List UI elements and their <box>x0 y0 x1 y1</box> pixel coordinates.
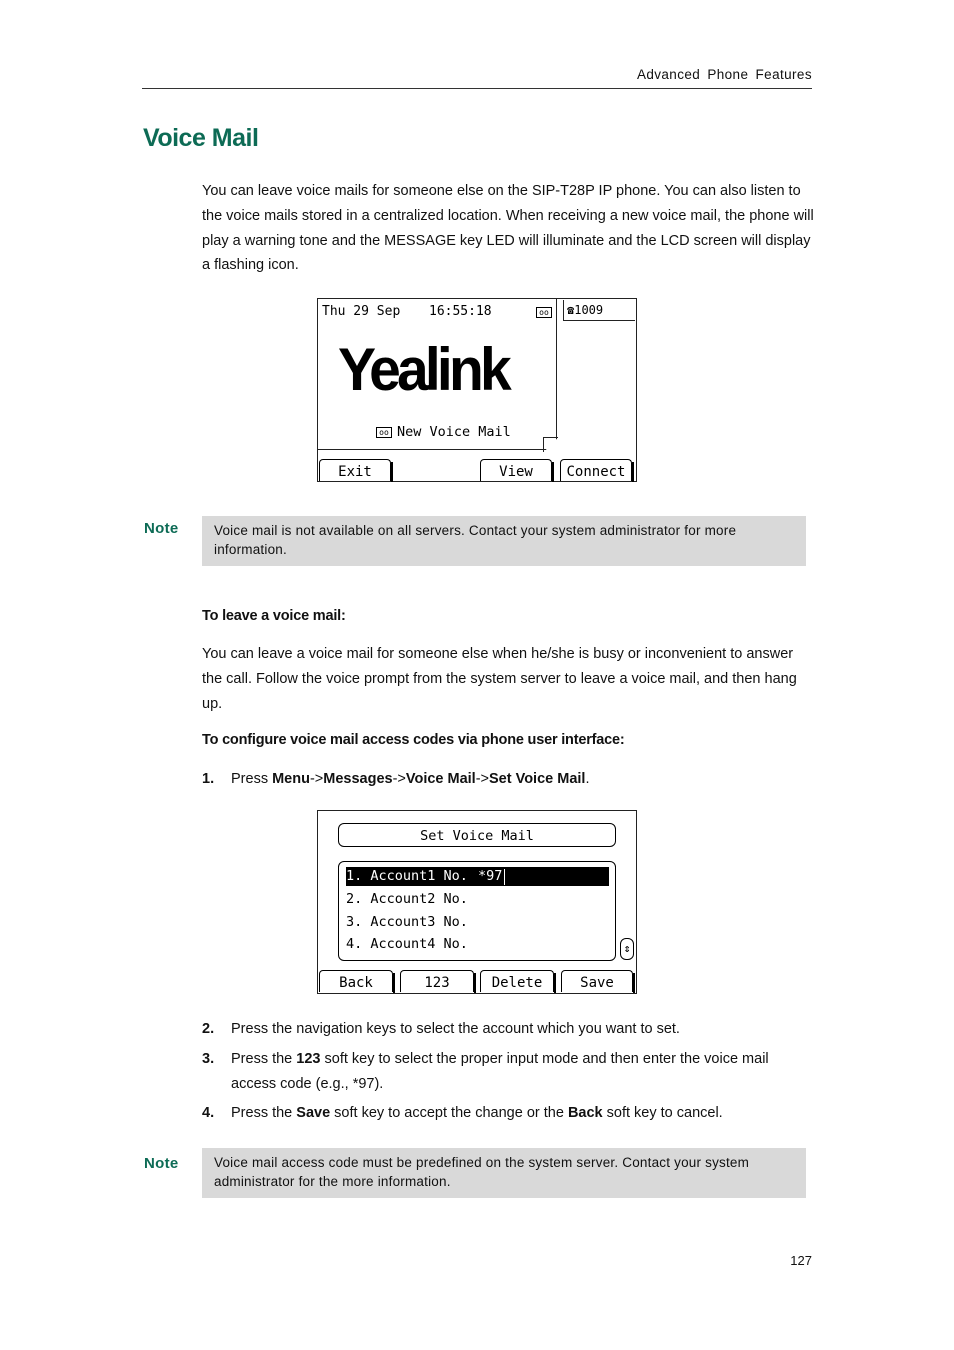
step-2 <box>202 1017 814 1042</box>
page-fold <box>543 437 558 452</box>
section-title: Voice Mail <box>143 124 259 152</box>
account-row[interactable]: 4. Account4 No. <box>346 936 468 952</box>
configure-heading: To configure voice mail access codes via phone user interface: <box>202 732 625 748</box>
new-voicemail-text: New Voice Mail <box>397 424 511 440</box>
screen-date: Thu 29 Sep <box>322 304 401 319</box>
input-mode-softkey[interactable]: 123 <box>400 970 474 992</box>
voicemail-icon: oo <box>536 307 552 318</box>
menu-path-set-voice-mail: Set Voice Mail <box>489 771 586 787</box>
menu-path-menu: Menu <box>272 771 310 787</box>
phone-screen-idle <box>317 298 637 482</box>
back-softkey[interactable]: Back <box>319 970 393 992</box>
account-list <box>338 861 616 961</box>
note-label: Note <box>144 1155 179 1172</box>
phone-screen-set-voicemail <box>317 810 637 994</box>
step-number: 2. <box>202 1021 215 1037</box>
exit-softkey[interactable]: Exit <box>319 459 391 481</box>
step-3 <box>202 1047 814 1097</box>
step-number: 3. <box>202 1051 215 1067</box>
key-name: Save <box>296 1105 331 1121</box>
voicemail-icon: oo <box>376 427 392 438</box>
screen-time: 16:55:18 <box>429 304 492 319</box>
leave-voicemail-paragraph: You can leave a voice mail for someone else when he/she is busy or inconvenient to answer the call. Follow the voice prompt from the system server to leave a voice mail, and then hang up. <box>202 646 797 712</box>
new-voicemail-notice <box>376 424 511 440</box>
delete-softkey[interactable]: Delete <box>480 970 554 992</box>
running-header: Advanced Phone Features <box>636 67 812 82</box>
connect-softkey[interactable]: Connect <box>560 459 632 481</box>
leave-voicemail-heading: To leave a voice mail: <box>202 608 346 624</box>
line-number: 1009 <box>574 303 604 317</box>
menu-path-voice-mail: Voice Mail <box>405 771 476 787</box>
note-label: Note <box>144 520 179 537</box>
key-name: Back <box>567 1105 603 1121</box>
note-box: Voice mail access code must be predefined on the system server. Contact your system administrator for the more information. <box>202 1148 806 1198</box>
step-text: Press the Save soft key to accept the change or the Back soft key to cancel. <box>231 1105 723 1121</box>
account-row-selected[interactable]: 1. Account1 No. *97 <box>346 867 609 886</box>
yealink-logo: Yealink <box>338 336 508 403</box>
key-name: 123 <box>296 1051 321 1067</box>
phone-icon: ☎ <box>567 303 575 317</box>
text-cursor <box>504 869 505 885</box>
view-softkey[interactable]: View <box>480 459 552 481</box>
scroll-indicator-icon[interactable]: ⇕ <box>620 938 634 960</box>
step-text: Press the 123 soft key to select the proper input mode and then enter the voice mail access code (e.g., *97). <box>231 1051 769 1092</box>
account-row[interactable]: 2. Account2 No. <box>346 891 468 907</box>
step-text: Press the navigation keys to select the account which you want to set. <box>231 1021 680 1037</box>
save-softkey[interactable]: Save <box>561 970 633 992</box>
menu-path-messages: Messages <box>323 771 393 787</box>
step-1 <box>202 767 814 792</box>
intro-paragraph: You can leave voice mails for someone else on the SIP-T28P IP phone. You can also listen to the voice mails stored in a centralized location. When receiving a new voice mail, the phone will play a warning tone and the MESSAGE key LED will illuminate and the LCD screen will display a flashing icon. <box>202 183 814 274</box>
note-box: Voice mail is not available on all servers. Contact your system administrator for more information. <box>202 516 806 566</box>
access-code-input[interactable]: *97 <box>478 868 503 884</box>
account-row[interactable]: 3. Account3 No. <box>346 914 468 930</box>
line-key-label <box>563 300 635 321</box>
step-4 <box>202 1101 814 1126</box>
page-number: 127 <box>790 1253 812 1268</box>
header-rule <box>142 88 812 89</box>
screen-title: Set Voice Mail <box>338 823 616 847</box>
step-number: 1. <box>202 771 215 787</box>
step-text: Press Menu->Messages->Voice Mail->Set Voice Mail. <box>231 771 590 787</box>
step-number: 4. <box>202 1105 215 1121</box>
